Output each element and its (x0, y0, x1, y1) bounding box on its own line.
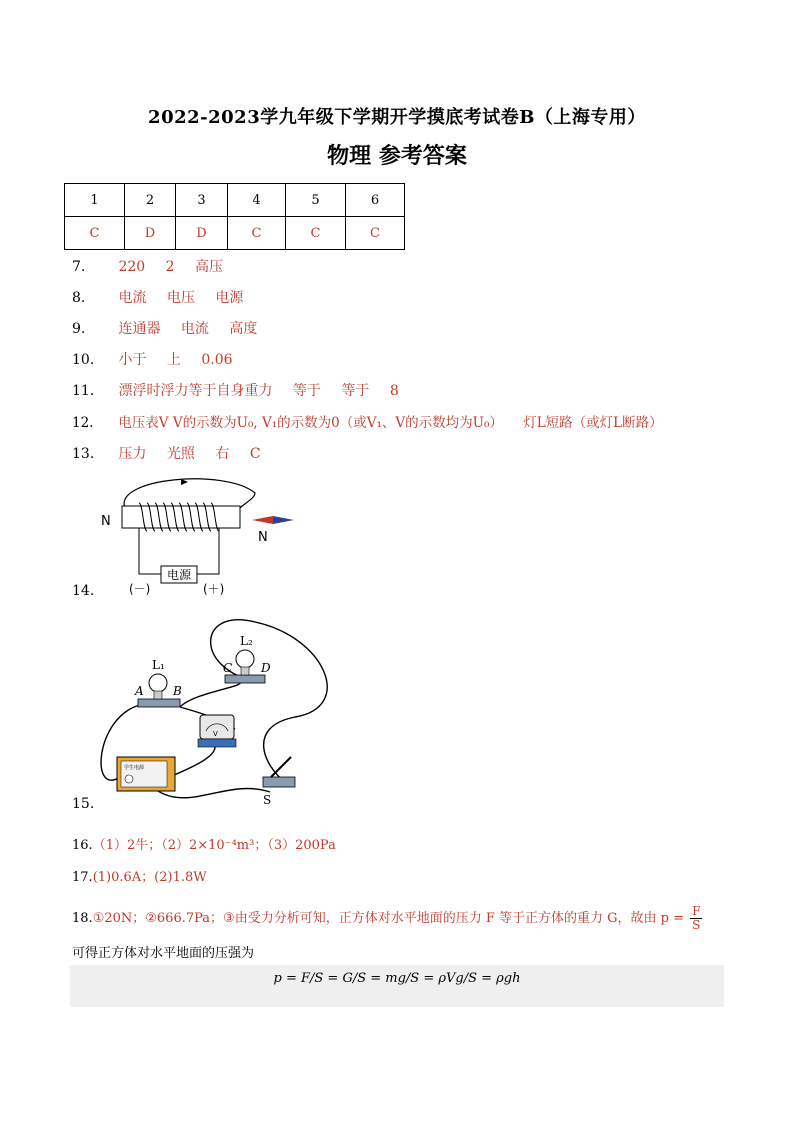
answer-line-18 (72, 905, 704, 932)
answer-part: 2 (165, 259, 175, 275)
lamp-l1-base (138, 699, 180, 707)
lamp-l2-base (225, 675, 265, 683)
question-number: 11. (72, 383, 95, 399)
page-subtitle: 物理 参考答案 (327, 143, 467, 169)
question-number: 17. (72, 870, 93, 885)
answer-text: （1）2牛；（2）2×10⁻⁴m³；（3）200Pa (92, 838, 336, 853)
terminal-a-label: A (135, 684, 144, 698)
question-number: 12. (72, 415, 94, 431)
answer-line-10 (72, 349, 249, 369)
arrow-icon (181, 479, 188, 485)
answer-part: 220 (118, 259, 146, 275)
answer-line-8 (72, 287, 259, 307)
circuit-diagram (95, 617, 335, 812)
question-number: 10. (72, 352, 95, 368)
table-cell: 5 (286, 184, 346, 217)
terminal-c-label: C (223, 661, 233, 675)
answer-line-13 (72, 443, 277, 463)
answer-line-11 (72, 380, 415, 400)
answer-part: 连通器 (118, 321, 161, 337)
answer-text: ①20N；②666.7Pa；③由受力分析可知，正方体对水平地面的压力 F 等于正方体的重力 G，故由 p = (92, 911, 684, 926)
wire (197, 528, 219, 574)
answer-line-18-cont: 可得正方体对水平地面的压强为 (72, 946, 255, 961)
answer-part: 高度 (229, 321, 258, 337)
answer-part: 电流 (180, 321, 209, 337)
answer-part: 电压表V V的示数为U₀, V₁的示数为0（或V₁、V的示数均为U₀） (118, 415, 503, 431)
table-cell: C (286, 217, 346, 250)
bulb-icon (236, 650, 254, 668)
table-cell: C (346, 217, 405, 250)
question-number: 9. (72, 321, 86, 337)
question-number-14: 14. (72, 583, 95, 599)
minus-terminal-label: (－) (129, 582, 151, 596)
answer-part: 电流 (118, 290, 147, 306)
power-source-label: 电源 (166, 568, 192, 582)
compass-needle-south (273, 516, 294, 524)
answer-line-12 (72, 411, 663, 431)
answer-part: 8 (389, 383, 399, 399)
answer-part: 等于 (341, 383, 370, 399)
answer-part: C (249, 446, 261, 462)
field-line (124, 479, 255, 508)
voltmeter-base (198, 739, 236, 747)
answer-part: 小于 (118, 352, 147, 368)
answer-part: 高压 (195, 259, 224, 275)
north-pole-label: N (101, 514, 111, 529)
switch-label: S (263, 793, 272, 807)
question-number: 8. (72, 290, 86, 306)
wire (139, 528, 161, 574)
compass-needle-north (252, 516, 273, 524)
table-cell: D (176, 217, 228, 250)
answer-part: 0.06 (201, 352, 233, 368)
question-number: 7. (72, 259, 86, 275)
answer-part: 压力 (118, 446, 147, 462)
switch-lever (271, 757, 291, 777)
table-cell: 2 (125, 184, 176, 217)
answer-part: 光照 (166, 446, 195, 462)
answer-line-16 (72, 834, 336, 853)
power-supply-label: 学生电源 (124, 765, 145, 771)
table-cell: D (125, 217, 176, 250)
answer-part: 漂浮时浮力等于自身重力 (118, 383, 273, 399)
page-title: 2022-2023学九年级下学期开学摸底考试卷B（上海专用） (148, 107, 646, 128)
electromagnet-diagram (95, 473, 310, 598)
answer-table (64, 183, 405, 250)
voltmeter-label: V (213, 730, 218, 738)
table-cell: 6 (346, 184, 405, 217)
table-cell: 4 (228, 184, 286, 217)
bulb-icon (149, 674, 167, 692)
answer-line-7 (72, 256, 239, 276)
formula-box (70, 965, 724, 1007)
answer-part: 电源 (215, 290, 244, 306)
terminal-d-label: D (261, 661, 271, 675)
iron-core (122, 506, 240, 528)
pressure-formula: p = F/S = G/S = mg/S = ρVg/S = ρgh (273, 971, 521, 986)
needle-north-label: N (258, 530, 268, 545)
question-number: 16. (72, 838, 93, 853)
answer-text: (1)0.6A；(2)1.8W (92, 870, 207, 885)
question-number: 18. (72, 911, 93, 926)
table-cell: 3 (176, 184, 228, 217)
answer-part: 右 (215, 446, 230, 462)
knob-icon (125, 775, 133, 783)
question-number: 13. (72, 446, 95, 462)
table-cell: C (228, 217, 286, 250)
answer-line-9 (72, 318, 273, 338)
answer-part: 等于 (292, 383, 321, 399)
question-number-15: 15. (72, 796, 95, 812)
lamp-l2-label: L₂ (240, 634, 253, 648)
fraction-f-over-s: $\frac{F}{S}$ (692, 904, 701, 932)
terminal-b-label: B (173, 684, 182, 698)
answer-part: 灯L短路（或灯L断路） (523, 415, 663, 431)
table-cell: C (65, 217, 125, 250)
answer-line-17 (72, 866, 207, 885)
table-cell: 1 (65, 184, 125, 217)
plus-terminal-label: (＋) (203, 582, 225, 596)
answer-part: 上 (166, 352, 181, 368)
lamp-l1-label: L₁ (152, 658, 165, 672)
answer-part: 电压 (166, 290, 195, 306)
switch-base (263, 777, 295, 787)
